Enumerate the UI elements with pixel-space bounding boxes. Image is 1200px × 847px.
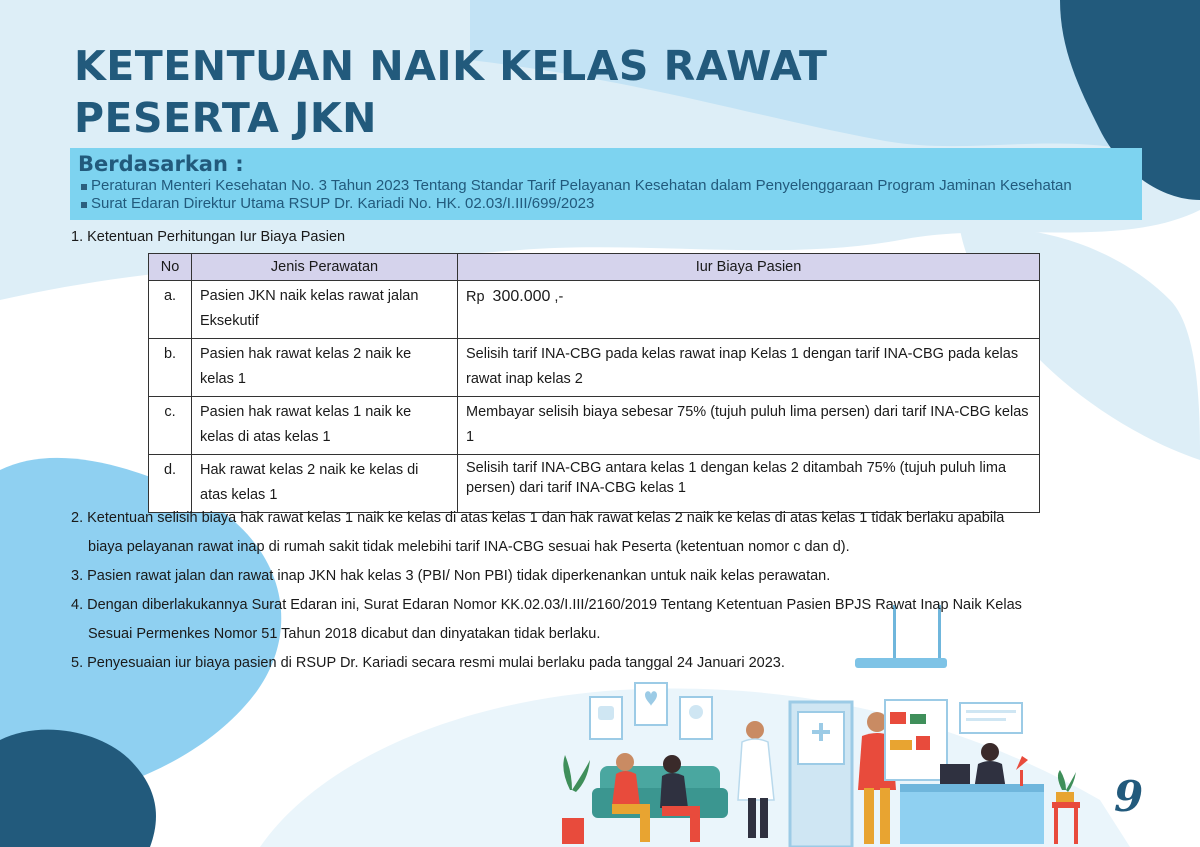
door-icon	[790, 702, 852, 847]
note-line: 2. Ketentuan selisih biaya hak rawat kelas 1 naik ke kelas di atas kelas 1 dan hak rawat kelas 2 naik ke kelas di atas kelas 1 tidak berlaku apabila	[71, 510, 1005, 526]
legal-basis-list	[78, 177, 1134, 213]
table-header-row	[149, 254, 1040, 281]
row-iur	[458, 281, 1040, 339]
tariff-table	[148, 253, 1040, 513]
legal-basis-item: Surat Edaran Direktur Utama RSUP Dr. Kariadi No. HK. 02.03/I.III/699/2023	[78, 195, 1134, 213]
table-row	[149, 339, 1040, 397]
row-no: d.	[149, 455, 192, 513]
section-1-heading: 1. Ketentuan Perhitungan Iur Biaya Pasien	[71, 229, 346, 245]
note-item	[71, 649, 1151, 678]
amount-value: 300.000	[492, 288, 551, 305]
row-jenis: Pasien JKN naik kelas rawat jalan Eksekutif	[192, 281, 458, 339]
table-row	[149, 397, 1040, 455]
legal-basis-box	[70, 148, 1142, 220]
column-header-no: No	[149, 254, 192, 281]
note-item	[71, 504, 1151, 562]
note-line: 5. Penyesuaian iur biaya pasien di RSUP Dr. Kariadi secara resmi mulai berlaku pada tanggal 24 Januari 2023.	[71, 655, 785, 671]
legal-basis-item: Peraturan Menteri Kesehatan No. 3 Tahun 2023 Tentang Standar Tarif Pelayanan Kesehatan dalam Penyelenggaraan Program Jaminan Kesehatan	[78, 177, 1134, 195]
page-title-line1: KETENTUAN NAIK KELAS RAWAT	[74, 42, 828, 90]
row-iur: Selisih tarif INA-CBG antara kelas 1 dengan kelas 2 ditambah 75% (tujuh puluh lima persen) dari tarif INA-CBG kelas 1	[458, 455, 1040, 513]
note-line-continued: biaya pelayanan rawat inap di rumah sakit tidak melebihi tarif INA-CBG sesuai hak Peserta (ketentuan nomor c dan d).	[88, 539, 850, 555]
note-line: 4. Dengan diberlakukannya Surat Edaran ini, Surat Edaran Nomor KK.02.03/I.III/2160/2019 Tentang Ketentuan Pasien BPJS Rawat Inap Naik Kelas	[71, 597, 1022, 613]
row-jenis: Hak rawat kelas 2 naik ke kelas di atas kelas 1	[192, 455, 458, 513]
note-item	[71, 591, 1151, 649]
note-line-continued: Sesuai Permenkes Nomor 51 Tahun 2018 dicabut dan dinyatakan tidak berlaku.	[88, 626, 601, 642]
row-iur: Membayar selisih biaya sebesar 75% (tujuh puluh lima persen) dari tarif INA-CBG kelas 1	[458, 397, 1040, 455]
page-title-line2: PESERTA JKN	[74, 94, 377, 142]
note-line: 3. Pasien rawat jalan dan rawat inap JKN hak kelas 3 (PBI/ Non PBI) tidak diperkenankan untuk naik kelas perawatan.	[71, 568, 831, 584]
row-jenis: Pasien hak rawat kelas 2 naik ke kelas 1	[192, 339, 458, 397]
column-header-jenis: Jenis Perawatan	[192, 254, 458, 281]
column-header-iur: Iur Biaya Pasien	[458, 254, 1040, 281]
shelf-icon	[885, 700, 947, 780]
reception-desk-icon	[900, 784, 1044, 844]
laptop-icon	[940, 764, 970, 784]
amount-suffix: ,-	[554, 289, 564, 305]
notes-list	[71, 504, 1151, 678]
row-no: a.	[149, 281, 192, 339]
currency-label: Rp	[466, 289, 485, 305]
legal-basis-heading: Berdasarkan :	[78, 152, 244, 176]
row-no: c.	[149, 397, 192, 455]
window-icon	[960, 703, 1022, 733]
page-number: 9	[1114, 772, 1144, 821]
row-no: b.	[149, 339, 192, 397]
page-title	[74, 40, 894, 144]
table-row	[149, 281, 1040, 339]
row-jenis: Pasien hak rawat kelas 1 naik ke kelas di atas kelas 1	[192, 397, 458, 455]
note-item	[71, 562, 1151, 591]
row-iur: Selisih tarif INA-CBG pada kelas rawat inap Kelas 1 dengan tarif INA-CBG pada kelas rawat inap kelas 2	[458, 339, 1040, 397]
